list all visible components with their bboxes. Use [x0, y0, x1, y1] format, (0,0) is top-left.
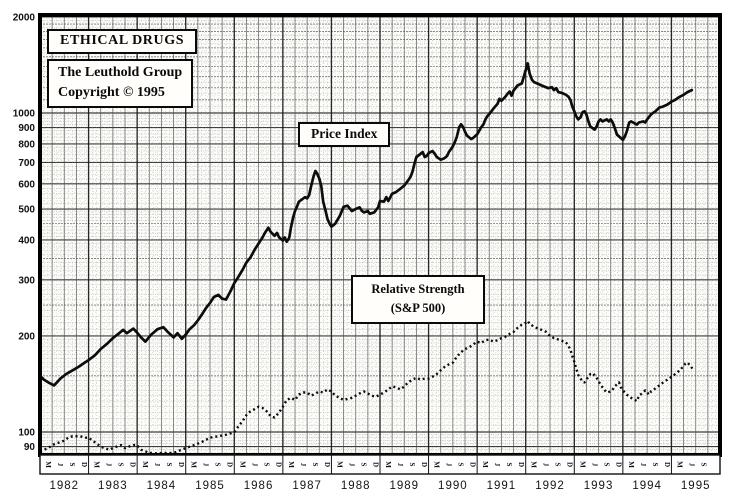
- quarter-tick-glyph: M: [432, 461, 441, 468]
- quarter-tick-glyph: J: [104, 462, 113, 467]
- quarter-tick-glyph: D: [80, 461, 88, 468]
- quarter-tick-glyph: S: [116, 462, 125, 467]
- quarter-tick-glyph: J: [347, 462, 356, 467]
- y-axis-labels: [13, 12, 36, 453]
- quarter-tick-glyph: M: [141, 461, 150, 468]
- quarter-tick-glyph: J: [493, 462, 502, 467]
- quarter-tick-glyph: J: [250, 462, 259, 467]
- year-label: 1993: [583, 480, 614, 492]
- year-label: 1989: [389, 480, 420, 492]
- y-tick-label: 100: [18, 427, 35, 439]
- quarter-tick-glyph: D: [662, 461, 671, 468]
- year-label: 1983: [98, 480, 128, 492]
- quarter-tick-glyph: S: [602, 462, 611, 467]
- quarter-tick-glyph: D: [614, 461, 623, 468]
- y-tick-label: 1000: [12, 108, 35, 120]
- year-label: 1992: [535, 480, 565, 492]
- y-tick-label: 900: [18, 123, 35, 135]
- year-label: 1985: [195, 480, 225, 492]
- relative-strength-label: Relative Strength: [371, 282, 465, 296]
- x-axis-year-labels: [49, 480, 710, 492]
- quarter-tick-glyph: S: [262, 462, 271, 467]
- price-index-label-box: [298, 122, 390, 147]
- year-label: 1988: [340, 480, 371, 492]
- quarter-tick-glyph: D: [128, 461, 137, 468]
- quarter-tick-glyph: S: [553, 462, 562, 467]
- quarter-tick-glyph: D: [468, 461, 477, 468]
- year-label: 1982: [49, 480, 80, 492]
- quarter-tick-glyph: J: [444, 462, 453, 467]
- quarter-tick-glyph: D: [177, 461, 186, 468]
- quarter-tick-glyph: S: [505, 462, 514, 467]
- year-label: 1984: [146, 480, 177, 492]
- quarter-tick-glyph: M: [529, 461, 538, 468]
- quarter-tick-glyph: J: [541, 462, 550, 467]
- year-label: 1991: [486, 480, 517, 492]
- quarter-tick-glyph: M: [44, 461, 52, 468]
- quarter-tick-glyph: D: [565, 461, 574, 468]
- quarter-tick-glyph: S: [213, 462, 222, 467]
- y-tick-label: 700: [18, 157, 35, 169]
- quarter-tick-glyph: J: [590, 462, 599, 467]
- y-tick-label: 2000: [12, 12, 35, 24]
- quarter-tick-glyph: S: [310, 462, 319, 467]
- quarter-tick-glyph: J: [56, 462, 64, 467]
- quarter-tick-glyph: S: [456, 462, 465, 467]
- quarter-tick-glyph: D: [517, 461, 526, 468]
- y-tick-label: 600: [18, 179, 35, 191]
- chart-title: ETHICAL DRUGS: [60, 33, 185, 48]
- source-box: [47, 59, 193, 108]
- quarter-tick-glyph: S: [699, 462, 708, 467]
- year-label: 1987: [292, 480, 322, 492]
- relative-strength-sublabel: (S&P 500): [390, 300, 446, 315]
- y-tick-label: 500: [18, 204, 35, 216]
- quarter-tick-glyph: J: [298, 462, 307, 467]
- quarter-tick-glyph: D: [371, 461, 380, 468]
- year-label: 1990: [438, 480, 468, 492]
- quarter-tick-glyph: D: [420, 461, 428, 468]
- quarter-tick-glyph: M: [481, 461, 490, 468]
- quarter-tick-glyph: D: [225, 461, 234, 468]
- quarter-tick-glyph: S: [408, 462, 416, 467]
- quarter-tick-glyph: S: [165, 462, 174, 467]
- y-tick-label: 90: [23, 442, 35, 454]
- quarter-tick-glyph: J: [201, 462, 210, 467]
- quarter-tick-glyph: D: [274, 461, 283, 468]
- source-copyright: Copyright © 1995: [58, 84, 165, 100]
- quarter-tick-glyph: S: [359, 462, 368, 467]
- price-index-label: Price Index: [311, 126, 378, 141]
- y-tick-label: 400: [18, 235, 35, 247]
- quarter-tick-glyph: M: [335, 461, 344, 468]
- year-label: 1994: [632, 480, 662, 492]
- chart-title-box: [47, 29, 197, 54]
- y-tick-label: 800: [18, 139, 35, 151]
- quarter-tick-glyph: M: [578, 461, 587, 468]
- y-tick-label: 200: [18, 331, 35, 343]
- year-label: 1995: [680, 480, 711, 492]
- quarter-tick-glyph: S: [650, 462, 659, 467]
- relative-strength-label-box: [351, 275, 485, 324]
- quarter-tick-glyph: M: [189, 461, 198, 468]
- quarter-tick-glyph: J: [396, 462, 404, 467]
- quarter-tick-glyph: M: [626, 461, 635, 468]
- quarter-tick-glyph: M: [286, 461, 295, 468]
- y-tick-label: 300: [18, 275, 35, 287]
- quarter-tick-strip: [40, 455, 720, 474]
- quarter-tick-glyph: J: [153, 462, 162, 467]
- quarter-tick-glyph: J: [638, 462, 647, 467]
- quarter-tick-glyph: S: [68, 462, 76, 467]
- quarter-tick-glyph: M: [675, 461, 684, 468]
- quarter-tick-glyph: M: [92, 461, 101, 468]
- quarter-tick-glyph: M: [238, 461, 247, 468]
- quarter-tick-glyph: D: [322, 461, 331, 468]
- quarter-tick-glyph: J: [687, 462, 696, 467]
- source-firm: The Leuthold Group: [58, 65, 183, 80]
- year-label: 1986: [243, 480, 274, 492]
- quarter-tick-glyph: M: [384, 461, 392, 468]
